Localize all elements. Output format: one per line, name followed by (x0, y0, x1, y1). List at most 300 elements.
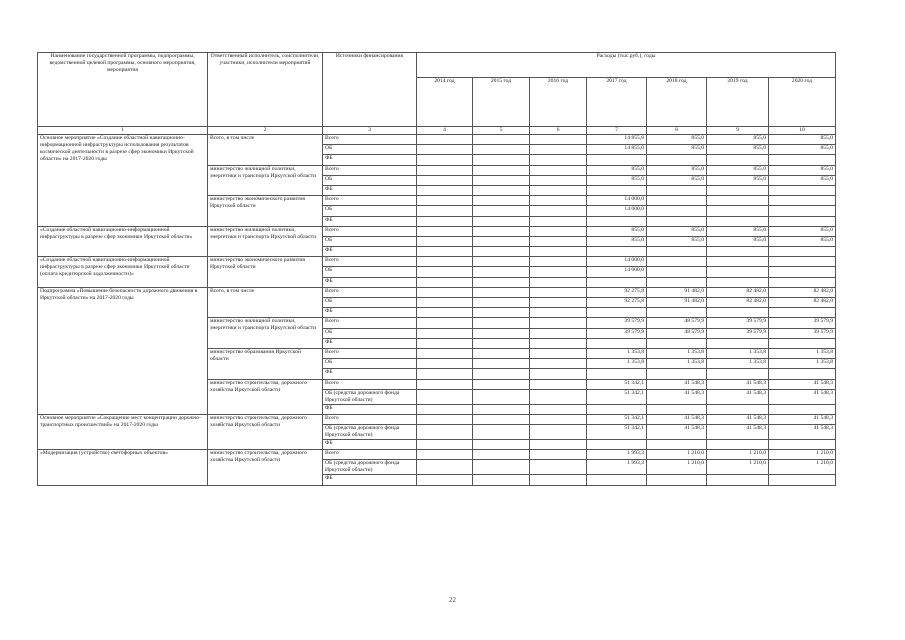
amount-cell (417, 175, 473, 185)
amount-cell (417, 440, 473, 450)
amount-cell: 41 548,3 (647, 414, 707, 424)
column-number: 8 (647, 127, 707, 135)
amount-cell: 39 579,9 (707, 318, 769, 328)
program-name-cell: «Модернизация (устройство) светофорных объектов» (38, 450, 208, 485)
responsible-cell: Всего, в том числе (208, 135, 323, 166)
amount-cell: 855,0 (769, 226, 836, 236)
funding-source-cell: ОБ (323, 175, 417, 185)
amount-cell: 855,0 (707, 145, 769, 155)
amount-cell: 39 579,9 (707, 328, 769, 338)
amount-cell (530, 185, 587, 195)
amount-cell: 41 548,3 (707, 379, 769, 389)
amount-cell (417, 328, 473, 338)
amount-cell: 855,0 (707, 135, 769, 145)
responsible-cell: министерство жилищной политики, энергетики и транспорта Иркутской области (208, 165, 323, 196)
funding-source-cell: ОБ (323, 328, 417, 338)
program-name-cell: «Создание областной навигационно-информационной инфраструктуры в разрезе сфер экономики Иркутской области» (38, 226, 208, 257)
amount-cell (769, 206, 836, 216)
amount-cell: 41 548,3 (769, 425, 836, 440)
funding-source-cell: Всего (323, 318, 417, 328)
amount-cell (647, 338, 707, 348)
amount-cell (473, 226, 530, 236)
funding-source-cell: ОБ (средства дорожного фонда Иркутской области) (323, 425, 417, 440)
amount-cell (530, 338, 587, 348)
amount-cell (473, 414, 530, 424)
table-row (38, 287, 836, 297)
amount-cell (417, 216, 473, 226)
amount-cell (530, 175, 587, 185)
amount-cell (769, 277, 836, 287)
amount-cell (473, 338, 530, 348)
amount-cell: 14 855,0 (587, 135, 647, 145)
amount-cell (530, 414, 587, 424)
amount-cell (530, 145, 587, 155)
amount-cell: 41 548,3 (647, 379, 707, 389)
amount-cell (417, 277, 473, 287)
amount-cell: 48 579,9 (647, 328, 707, 338)
header-year-2020: 2020 год (769, 78, 836, 127)
column-number: 1 (38, 127, 208, 135)
responsible-cell: министерство жилищной политики, энергетики и транспорта Иркутской области (208, 226, 323, 257)
funding-source-cell: ОБ (323, 267, 417, 277)
amount-cell: 855,0 (647, 236, 707, 246)
amount-cell (417, 414, 473, 424)
amount-cell (473, 185, 530, 195)
amount-cell (417, 145, 473, 155)
amount-cell: 855,0 (587, 236, 647, 246)
amount-cell (417, 247, 473, 257)
column-number: 10 (769, 127, 836, 135)
amount-cell (707, 404, 769, 414)
amount-cell: 48 579,9 (647, 318, 707, 328)
amount-cell (473, 155, 530, 165)
column-number: 2 (208, 127, 323, 135)
amount-cell (417, 404, 473, 414)
amount-cell (707, 369, 769, 379)
amount-cell (417, 257, 473, 267)
amount-cell (530, 389, 587, 404)
amount-cell (647, 247, 707, 257)
funding-source-cell: Всего (323, 379, 417, 389)
amount-cell (769, 216, 836, 226)
amount-cell (473, 216, 530, 226)
amount-cell: 1 210,0 (647, 460, 707, 475)
funding-source-cell: Всего (323, 348, 417, 358)
amount-cell (473, 425, 530, 440)
amount-cell (769, 196, 836, 206)
amount-cell (473, 318, 530, 328)
amount-cell (707, 277, 769, 287)
amount-cell (473, 236, 530, 246)
amount-cell (647, 404, 707, 414)
program-name-cell: Основное мероприятие «Создание областной навигационно-информационной инфраструктуры использования результатов космической деятельности в разрезе сфер экономики Иркутской области» на 2017-2020 годы (38, 135, 208, 227)
amount-cell (473, 389, 530, 404)
amount-cell: 855,0 (707, 165, 769, 175)
amount-cell: 51 342,1 (587, 379, 647, 389)
amount-cell: 1 353,8 (647, 359, 707, 369)
amount-cell (473, 440, 530, 450)
amount-cell (769, 155, 836, 165)
amount-cell (530, 298, 587, 308)
program-name-cell: Основное мероприятие «Сокращение мест концентрации дорожно-транспортных происшествий» на 2017-2020 годы (38, 414, 208, 449)
funding-source-cell: ФБ (323, 404, 417, 414)
amount-cell (707, 257, 769, 267)
amount-cell (707, 247, 769, 257)
amount-cell: 41 548,3 (769, 389, 836, 404)
amount-cell: 1 353,8 (769, 359, 836, 369)
amount-cell (417, 379, 473, 389)
amount-cell: 39 579,9 (587, 328, 647, 338)
funding-source-cell: ОБ (средства дорожного фонда Иркутской области) (323, 460, 417, 475)
amount-cell (647, 267, 707, 277)
amount-cell (417, 359, 473, 369)
table-row (38, 257, 836, 267)
amount-cell (769, 475, 836, 485)
column-number: 7 (587, 127, 647, 135)
amount-cell (530, 155, 587, 165)
amount-cell (530, 440, 587, 450)
amount-cell (530, 247, 587, 257)
amount-cell (707, 308, 769, 318)
amount-cell: 1 210,0 (769, 460, 836, 475)
amount-cell: 855,0 (769, 145, 836, 155)
header-year-2015: 2015 год (473, 78, 530, 127)
amount-cell: 39 579,9 (587, 318, 647, 328)
amount-cell (587, 216, 647, 226)
amount-cell (473, 298, 530, 308)
amount-cell: 855,0 (707, 226, 769, 236)
amount-cell (473, 460, 530, 475)
amount-cell (707, 475, 769, 485)
funding-source-cell: ОБ (323, 298, 417, 308)
amount-cell (417, 425, 473, 440)
amount-cell (707, 185, 769, 195)
funding-source-cell: ФБ (323, 440, 417, 450)
amount-cell (587, 440, 647, 450)
amount-cell: 41 548,3 (769, 379, 836, 389)
amount-cell (707, 267, 769, 277)
amount-cell (473, 175, 530, 185)
amount-cell: 855,0 (647, 145, 707, 155)
budget-table-sheet (37, 52, 835, 486)
amount-cell (473, 308, 530, 318)
amount-cell (769, 404, 836, 414)
table-row (38, 450, 836, 460)
funding-source-cell: ФБ (323, 338, 417, 348)
amount-cell (417, 389, 473, 404)
amount-cell (530, 135, 587, 145)
funding-source-cell: ФБ (323, 369, 417, 379)
funding-source-cell: Всего (323, 135, 417, 145)
amount-cell (647, 206, 707, 216)
amount-cell (473, 404, 530, 414)
amount-cell (417, 267, 473, 277)
amount-cell: 1 353,8 (647, 348, 707, 358)
amount-cell (530, 328, 587, 338)
responsible-cell: министерство образования Иркутской области (208, 348, 323, 379)
header-year-2017: 2017 год (587, 78, 647, 127)
amount-cell: 51 342,1 (587, 414, 647, 424)
funding-source-cell: ФБ (323, 216, 417, 226)
amount-cell (707, 440, 769, 450)
funding-source-cell: ФБ (323, 475, 417, 485)
amount-cell (769, 257, 836, 267)
amount-cell: 82 482,0 (707, 287, 769, 297)
funding-source-cell: ФБ (323, 185, 417, 195)
amount-cell (530, 348, 587, 358)
amount-cell (530, 425, 587, 440)
amount-cell (587, 247, 647, 257)
amount-cell (417, 475, 473, 485)
column-number: 5 (473, 127, 530, 135)
amount-cell: 14 000,0 (587, 206, 647, 216)
amount-cell (473, 135, 530, 145)
amount-cell: 39 579,9 (769, 318, 836, 328)
amount-cell (417, 338, 473, 348)
amount-cell (587, 475, 647, 485)
responsible-cell: министерство экономического развития Иркутской области (208, 257, 323, 288)
amount-cell: 41 548,3 (707, 389, 769, 404)
funding-source-cell: ОБ (323, 359, 417, 369)
amount-cell: 41 548,3 (769, 414, 836, 424)
amount-cell: 91 482,0 (647, 287, 707, 297)
header-year-2018: 2018 год (647, 78, 707, 127)
amount-cell (707, 338, 769, 348)
amount-cell (473, 277, 530, 287)
funding-source-cell: Всего (323, 450, 417, 460)
header-year-2019: 2019 год (707, 78, 769, 127)
amount-cell: 1 993,3 (587, 450, 647, 460)
amount-cell (417, 206, 473, 216)
column-number: 3 (323, 127, 417, 135)
funding-source-cell: Всего (323, 226, 417, 236)
amount-cell (530, 460, 587, 475)
amount-cell: 855,0 (587, 226, 647, 236)
amount-cell: 39 579,9 (769, 328, 836, 338)
amount-cell (769, 308, 836, 318)
responsible-cell: Всего, в том числе (208, 287, 323, 318)
amount-cell (647, 277, 707, 287)
amount-cell: 855,0 (647, 165, 707, 175)
amount-cell (530, 369, 587, 379)
amount-cell: 14 000,0 (587, 267, 647, 277)
budget-table (37, 52, 836, 486)
amount-cell (473, 247, 530, 257)
amount-cell: 855,0 (769, 175, 836, 185)
amount-cell (417, 226, 473, 236)
amount-cell (587, 185, 647, 195)
amount-cell (473, 359, 530, 369)
funding-source-cell: Всего (323, 257, 417, 267)
amount-cell (769, 267, 836, 277)
amount-cell: 855,0 (587, 175, 647, 185)
amount-cell: 14 000,0 (587, 257, 647, 267)
amount-cell: 41 548,3 (647, 425, 707, 440)
table-row (38, 226, 836, 236)
amount-cell: 855,0 (707, 236, 769, 246)
amount-cell (417, 348, 473, 358)
amount-cell: 1 353,8 (769, 348, 836, 358)
amount-cell (530, 165, 587, 175)
amount-cell (530, 450, 587, 460)
amount-cell (647, 440, 707, 450)
responsible-cell: министерство экономического развития Иркутской области (208, 196, 323, 227)
amount-cell: 1 210,0 (647, 450, 707, 460)
header-year-2016: 2016 год (530, 78, 587, 127)
amount-cell (417, 460, 473, 475)
amount-cell: 1 210,0 (769, 450, 836, 460)
amount-cell (530, 318, 587, 328)
amount-cell (473, 145, 530, 155)
funding-source-cell: ФБ (323, 247, 417, 257)
amount-cell: 51 342,1 (587, 389, 647, 404)
amount-cell (530, 206, 587, 216)
amount-cell: 1 353,8 (707, 359, 769, 369)
amount-cell (647, 257, 707, 267)
amount-cell: 82 482,0 (769, 287, 836, 297)
amount-cell: 855,0 (707, 175, 769, 185)
amount-cell: 41 548,3 (647, 389, 707, 404)
amount-cell (707, 155, 769, 165)
amount-cell: 1 993,3 (587, 460, 647, 475)
amount-cell (530, 359, 587, 369)
amount-cell (473, 196, 530, 206)
amount-cell (417, 308, 473, 318)
amount-cell (473, 379, 530, 389)
amount-cell: 855,0 (647, 135, 707, 145)
amount-cell (587, 155, 647, 165)
amount-cell (769, 247, 836, 257)
table-row (38, 414, 836, 424)
header-name: Наименование государственной программы, подпрограммы, ведомственной целевой программы, основного мероприятия, мероприятия (38, 53, 208, 127)
amount-cell (769, 338, 836, 348)
column-number: 9 (707, 127, 769, 135)
amount-cell (473, 475, 530, 485)
program-name-cell: Подпрограмма «Повышение безопасности дорожного движения в Иркутской области» на 2017-2020 годы (38, 287, 208, 414)
amount-cell (587, 308, 647, 318)
amount-cell (647, 308, 707, 318)
amount-cell: 92 275,8 (587, 287, 647, 297)
header-source: Источники финансирования (323, 53, 417, 127)
column-number: 6 (530, 127, 587, 135)
amount-cell: 41 548,3 (707, 414, 769, 424)
amount-cell (417, 450, 473, 460)
amount-cell (417, 298, 473, 308)
funding-source-cell: Всего (323, 287, 417, 297)
amount-cell (530, 196, 587, 206)
funding-source-cell: Всего (323, 414, 417, 424)
amount-cell (769, 185, 836, 195)
amount-cell (473, 369, 530, 379)
amount-cell (417, 165, 473, 175)
amount-cell (647, 196, 707, 206)
amount-cell (530, 216, 587, 226)
amount-cell: 51 342,1 (587, 425, 647, 440)
amount-cell (473, 328, 530, 338)
funding-source-cell: Всего (323, 165, 417, 175)
header-responsible: Ответственный исполнитель, соисполнители, участники, исполнители мероприятий (208, 53, 323, 127)
funding-source-cell: ФБ (323, 155, 417, 165)
responsible-cell: министерство строительства, дорожного хозяйства Иркутской области (208, 450, 323, 485)
amount-cell (473, 267, 530, 277)
amount-cell (647, 185, 707, 195)
amount-cell (707, 196, 769, 206)
funding-source-cell: Всего (323, 196, 417, 206)
amount-cell: 855,0 (769, 236, 836, 246)
header-expenses: Расходы (тыс.руб.), годы (417, 53, 836, 78)
amount-cell: 14 855,0 (587, 145, 647, 155)
amount-cell (587, 369, 647, 379)
amount-cell (417, 369, 473, 379)
responsible-cell: министерство жилищной политики, энергетики и транспорта Иркутской области (208, 318, 323, 349)
amount-cell (530, 236, 587, 246)
amount-cell (417, 155, 473, 165)
amount-cell: 82 482,0 (707, 298, 769, 308)
amount-cell (417, 135, 473, 145)
amount-cell (473, 257, 530, 267)
amount-cell: 14 000,0 (587, 196, 647, 206)
amount-cell (647, 155, 707, 165)
program-name-cell: «Создание областной навигационно-информационной инфраструктуры в разрезе сфер экономики Иркутской области (оплата кредиторской задолженности)» (38, 257, 208, 288)
amount-cell (647, 216, 707, 226)
amount-cell (473, 348, 530, 358)
amount-cell: 1 353,8 (707, 348, 769, 358)
amount-cell: 91 482,0 (647, 298, 707, 308)
amount-cell (587, 277, 647, 287)
amount-cell: 82 482,0 (769, 298, 836, 308)
header-year-2014: 2014 год (417, 78, 473, 127)
funding-source-cell: ФБ (323, 308, 417, 318)
table-row (38, 135, 836, 145)
responsible-cell: министерство строительства, дорожного хозяйства Иркутской области (208, 414, 323, 449)
amount-cell (530, 379, 587, 389)
funding-source-cell: ОБ (323, 206, 417, 216)
amount-cell (473, 287, 530, 297)
amount-cell (587, 338, 647, 348)
amount-cell (417, 318, 473, 328)
amount-cell (417, 236, 473, 246)
amount-cell (769, 369, 836, 379)
amount-cell (530, 475, 587, 485)
amount-cell (769, 440, 836, 450)
amount-cell: 855,0 (769, 135, 836, 145)
amount-cell: 855,0 (647, 175, 707, 185)
amount-cell (647, 475, 707, 485)
amount-cell (417, 196, 473, 206)
amount-cell: 1 353,8 (587, 359, 647, 369)
funding-source-cell: ОБ (средства дорожного фонда Иркутской области) (323, 389, 417, 404)
page-number: 22 (449, 596, 456, 604)
amount-cell (587, 404, 647, 414)
amount-cell (647, 369, 707, 379)
amount-cell (530, 308, 587, 318)
amount-cell (473, 206, 530, 216)
funding-source-cell: ФБ (323, 277, 417, 287)
amount-cell (417, 185, 473, 195)
amount-cell (530, 404, 587, 414)
amount-cell (707, 216, 769, 226)
amount-cell (530, 226, 587, 236)
amount-cell: 1 353,8 (587, 348, 647, 358)
funding-source-cell: ОБ (323, 236, 417, 246)
amount-cell: 1 210,0 (707, 460, 769, 475)
amount-cell (530, 287, 587, 297)
amount-cell: 855,0 (647, 226, 707, 236)
amount-cell (473, 165, 530, 175)
amount-cell: 92 275,8 (587, 298, 647, 308)
amount-cell (530, 257, 587, 267)
column-number: 4 (417, 127, 473, 135)
